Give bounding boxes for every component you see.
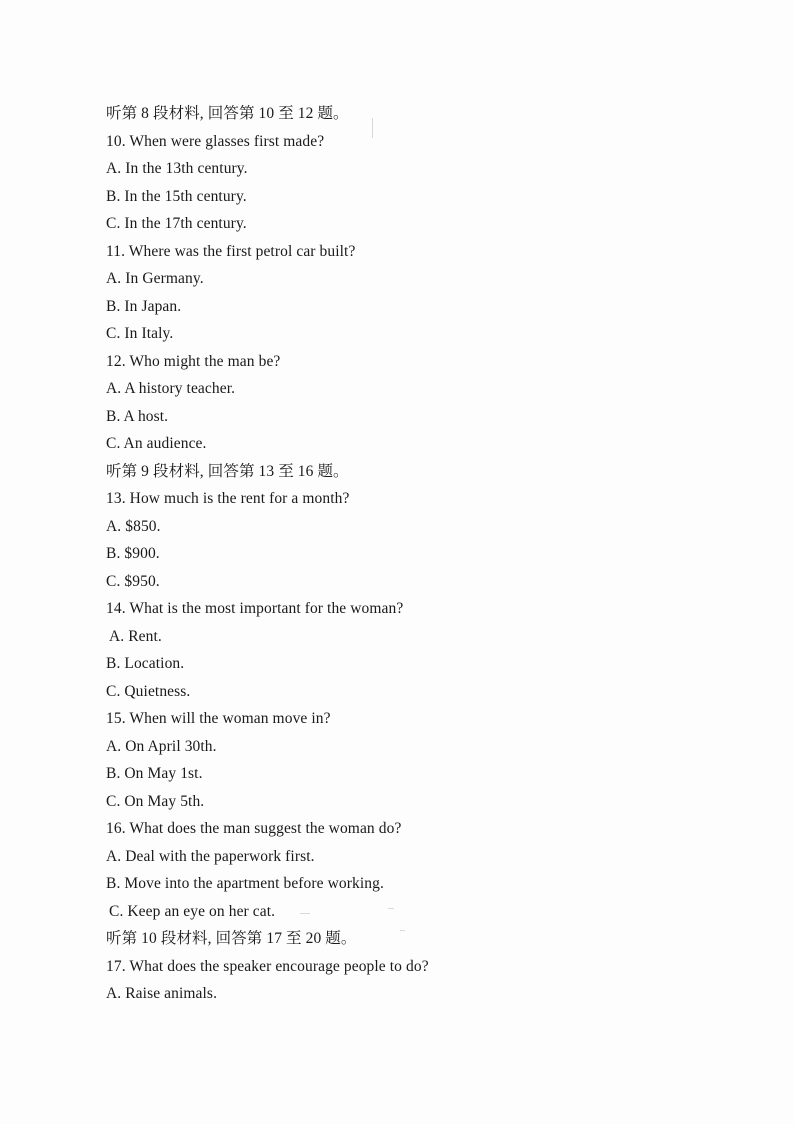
answer-option: C. In Italy. [106, 325, 174, 342]
answer-option: A. Deal with the paperwork first. [106, 847, 315, 865]
question-text: 16. What does the man suggest the woman do? [106, 820, 402, 837]
question-text: 12. Who might the man be? [106, 352, 281, 370]
scan-artifact [400, 930, 405, 931]
answer-option: C. An audience. [106, 435, 207, 452]
question-text: 13. How much is the rent for a month? [106, 490, 350, 507]
answer-option: B. In the 15th century. [106, 187, 247, 205]
answer-option: C. Keep an eye on her cat. [109, 902, 276, 920]
answer-option: C. $950. [106, 572, 160, 590]
answer-option: C. Quietness. [106, 682, 191, 700]
answer-option: A. Raise animals. [106, 985, 218, 1002]
listening-questions [106, 100, 746, 1008]
answer-option: A. In the 13th century. [106, 160, 248, 177]
question-text: 15. When will the woman move in? [106, 710, 331, 727]
answer-option: C. On May 5th. [106, 792, 205, 810]
answer-option: A. In Germany. [106, 270, 204, 287]
scan-artifact [300, 913, 310, 914]
answer-option: B. A host. [106, 407, 169, 425]
answer-option: B. Move into the apartment before working. [106, 875, 384, 892]
question-text: 11. Where was the first petrol car built? [106, 242, 356, 260]
question-text: 14. What is the most important for the woman? [106, 600, 404, 617]
section-heading: 听第 10 段材料, 回答第 17 至 20 题。 [106, 930, 357, 947]
section-heading: 听第 9 段材料, 回答第 13 至 16 题。 [106, 462, 349, 480]
answer-option: B. Location. [106, 655, 185, 672]
answer-option: B. $900. [106, 545, 160, 562]
answer-option: B. In Japan. [106, 297, 182, 315]
question-text: 10. When were glasses first made? [106, 132, 325, 150]
question-text: 17. What does the speaker encourage people to do? [106, 957, 429, 975]
answer-option: C. In the 17th century. [106, 215, 247, 232]
scan-artifact [372, 118, 373, 138]
answer-option: A. $850. [106, 517, 161, 535]
answer-option: A. On April 30th. [106, 737, 217, 755]
section-heading: 听第 8 段材料, 回答第 10 至 12 题。 [106, 105, 349, 122]
scan-artifact [388, 908, 394, 909]
answer-option: B. On May 1st. [106, 765, 203, 782]
answer-option: A. A history teacher. [106, 380, 236, 397]
answer-option: A. Rent. [109, 627, 162, 645]
